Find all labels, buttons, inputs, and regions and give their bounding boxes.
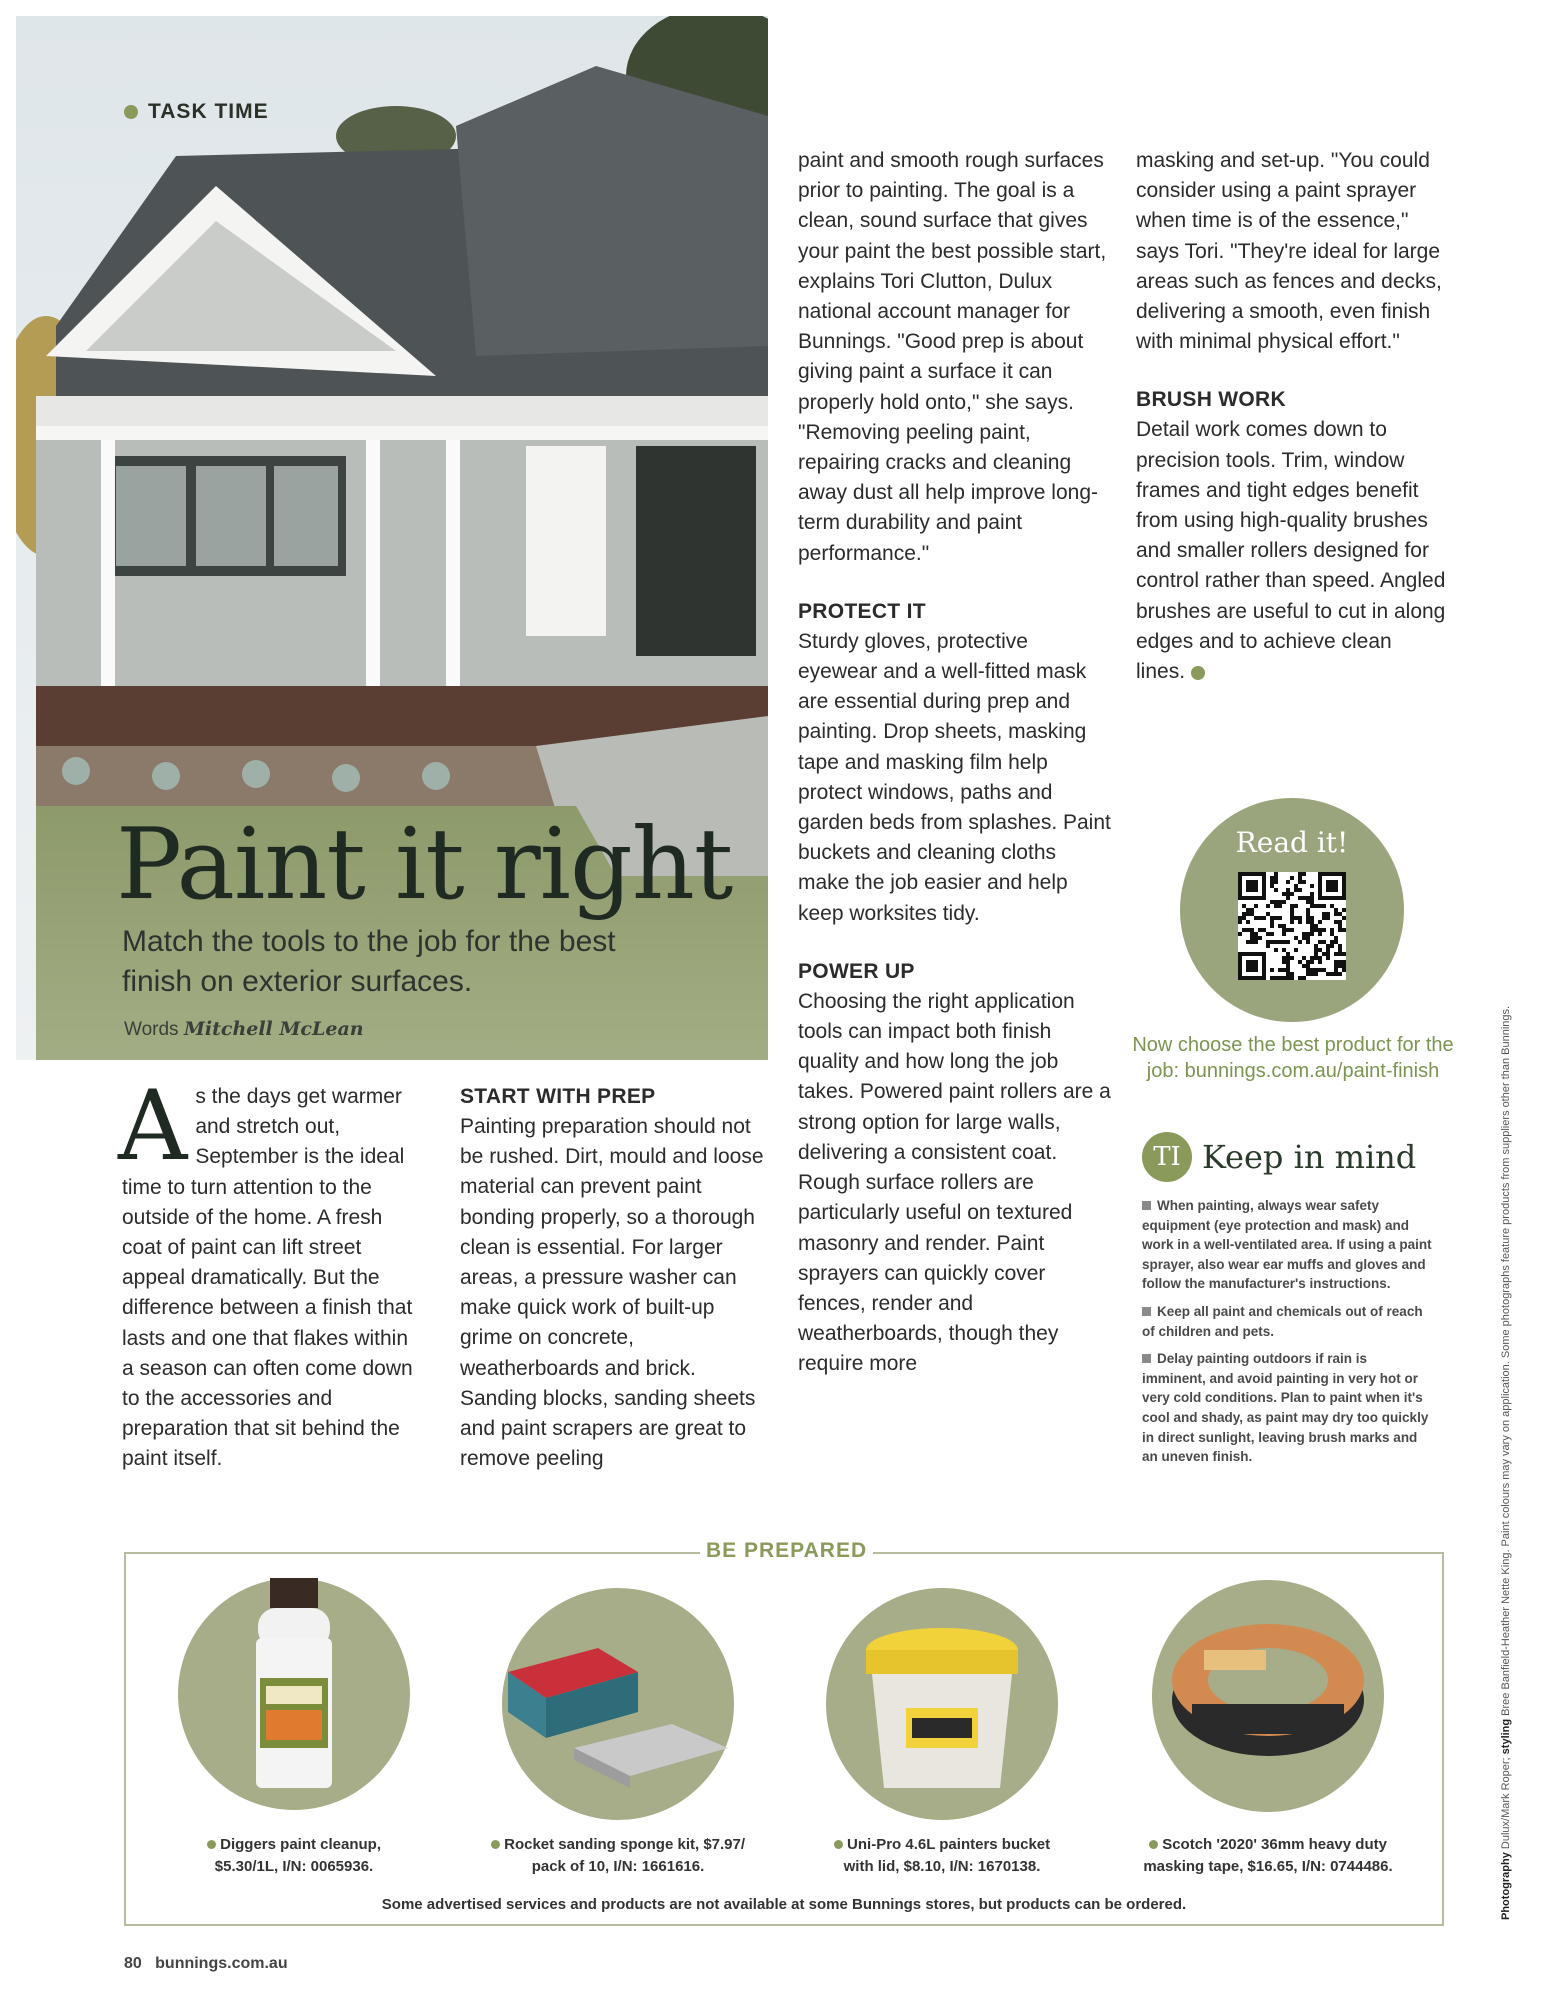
- column-prep: [460, 1082, 765, 1502]
- tape-icon: [1152, 1580, 1384, 1812]
- end-mark-icon: [1191, 666, 1205, 680]
- drop-cap: A: [118, 1070, 188, 1182]
- be-prepared-label: BE PREPARED: [700, 1539, 873, 1563]
- bullet-dot-icon: [834, 1840, 843, 1849]
- section-heading-power: POWER UP: [798, 959, 915, 983]
- section-heading-brush: BRUSH WORK: [1136, 388, 1286, 412]
- power-continued: masking and set-up. "You could consider using a paint sprayer when time is of the essence," says Tori. "They're ideal for large areas such as fences and decks, delivering a smooth, even finish with minimal physical effort.": [1136, 149, 1442, 354]
- product-caption: Rocket sanding sponge kit, $7.97/ pack of 10, I/N: 1661616.: [468, 1834, 768, 1878]
- availability-notice: Some advertised services and products are not available at some Bunnings stores, but products can be ordered.: [381, 1896, 1187, 1913]
- section-heading-prep: START WITH PREP: [460, 1085, 656, 1108]
- intro-paragraph: s the days get warmer and stretch out, September is the ideal time to turn attention to the outside of the home. A fresh coat of paint can lift street appeal dramatically. But the difference between a finish that lasts and one that flakes within a season can often come down to the accessories and preparation that sit behind the paint itself.: [122, 1085, 413, 1471]
- qr-pattern: [1238, 872, 1346, 980]
- section-text-power: Choosing the right application tools can impact both finish quality and how long the job takes. Powered paint rollers are a strong option for large walls, delivering a consistent coat. Rough surface rollers are particularly useful on textured masonry and render. Paint sprayers can quickly cover fences, render and weatherboards, though they require more: [798, 989, 1111, 1376]
- page-footer: [124, 1955, 288, 1973]
- bullet-dot-icon: [1149, 1840, 1158, 1849]
- photo-credit: Photography Dulux/Mark Roper; styling Bree Banfield-Heather Nette King. Paint colours may vary on application. Some photographs feature products from suppliers other than Bunnings.: [1500, 1005, 1512, 1920]
- product-sponge-circle[interactable]: [502, 1588, 734, 1820]
- column-continued: [798, 146, 1113, 1380]
- read-it-link[interactable]: Now choose the best product for the job: bunnings.com.au/paint-finish: [1132, 1034, 1454, 1082]
- product-caption: Uni-Pro 4.6L painters bucket with lid, $8.10, I/N: 1670138.: [792, 1834, 1092, 1878]
- product-cleanup-circle[interactable]: [178, 1578, 410, 1810]
- footer-site[interactable]: bunnings.com.au: [155, 1955, 288, 1972]
- keep-in-mind-list: [1142, 1196, 1432, 1475]
- bullet-square-icon: [1142, 1307, 1151, 1316]
- keep-in-mind-header: [1142, 1132, 1416, 1182]
- qr-code-icon[interactable]: [1238, 872, 1346, 980]
- product-caption: Diggers paint cleanup, $5.30/1L, I/N: 0065936.: [144, 1834, 444, 1878]
- list-item: When painting, always wear safety equipment (eye protection and mask) and work in a well-ventilated area. If using a paint sprayer, also wear ear muffs and gloves and follow the manufacturer's instructions.: [1142, 1198, 1432, 1292]
- bullet-dot-icon: [124, 105, 138, 119]
- column-brush: [1136, 146, 1446, 687]
- prep-continued: paint and smooth rough surfaces prior to painting. The goal is a clean, sound surface that gives your paint the best possible start, explains Tori Clutton, Dulux national account manager for Bunnings. "Good prep is about giving paint a surface it can properly hold onto," she says. "Removing peeling paint, repairing cracks and cleaning away dust all help improve long-term durability and paint performance.": [798, 149, 1107, 565]
- read-it-title: Read it!: [1235, 826, 1349, 859]
- section-text-prep: Painting preparation should not be rushed. Dirt, mould and loose material can prevent paint bonding properly, so a thorough clean is essential. For larger areas, a pressure washer can make quick work of built-up grime on concrete, weatherboards and brick. Sanding blocks, sanding sheets and paint scrapers are great to remove peeling: [460, 1115, 764, 1471]
- bullet-dot-icon: [207, 1840, 216, 1849]
- section-tag: TASK TIME: [124, 100, 269, 124]
- page-title: Paint it right: [116, 808, 733, 922]
- sponge-icon: [502, 1588, 734, 1820]
- section-text-brush: Detail work comes down to precision tools. Trim, window frames and tight edges benefit from using high-quality brushes and smaller rollers designed for control rather than speed. Angled brushes are useful to cut in along edges and to achieve clean lines.: [1136, 418, 1446, 684]
- bucket-icon: [826, 1588, 1058, 1820]
- tips-icon: TI: [1142, 1132, 1192, 1182]
- standfirst: Match the tools to the job for the best finish on exterior surfaces.: [122, 925, 616, 998]
- product-tape-circle[interactable]: [1152, 1580, 1384, 1812]
- byline: Words Mitchell McLean: [124, 1018, 364, 1040]
- bullet-dot-icon: [491, 1840, 500, 1849]
- list-item: Keep all paint and chemicals out of reach of children and pets.: [1142, 1303, 1423, 1339]
- bottle-icon: [178, 1578, 410, 1810]
- list-item: Delay painting outdoors if rain is imminent, and avoid painting in very hot or very cold conditions. Plan to paint when it's cool and shady, as paint may dry too quickly in direct sunlight, leaving brush marks and an uneven finish.: [1142, 1351, 1429, 1465]
- bullet-square-icon: [1142, 1201, 1151, 1210]
- product-bucket-circle[interactable]: [826, 1588, 1058, 1820]
- keep-in-mind-title: Keep in mind: [1202, 1138, 1417, 1176]
- bullet-square-icon: [1142, 1354, 1151, 1363]
- column-intro: [118, 1070, 422, 1475]
- section-heading-protect: PROTECT IT: [798, 599, 926, 623]
- author-name: Mitchell McLean: [183, 1018, 364, 1040]
- section-text-protect: Sturdy gloves, protective eyewear and a well-fitted mask are essential during prep and painting. Drop sheets, masking tape and masking film help protect windows, paths and garden beds from splashes. Paint buckets and cleaning cloths make the job easier and help keep worksites tidy.: [798, 629, 1111, 925]
- product-caption: Scotch '2020' 36mm heavy duty masking tape, $16.65, I/N: 0744486.: [1143, 1836, 1393, 1875]
- page-number: 80: [124, 1955, 142, 1972]
